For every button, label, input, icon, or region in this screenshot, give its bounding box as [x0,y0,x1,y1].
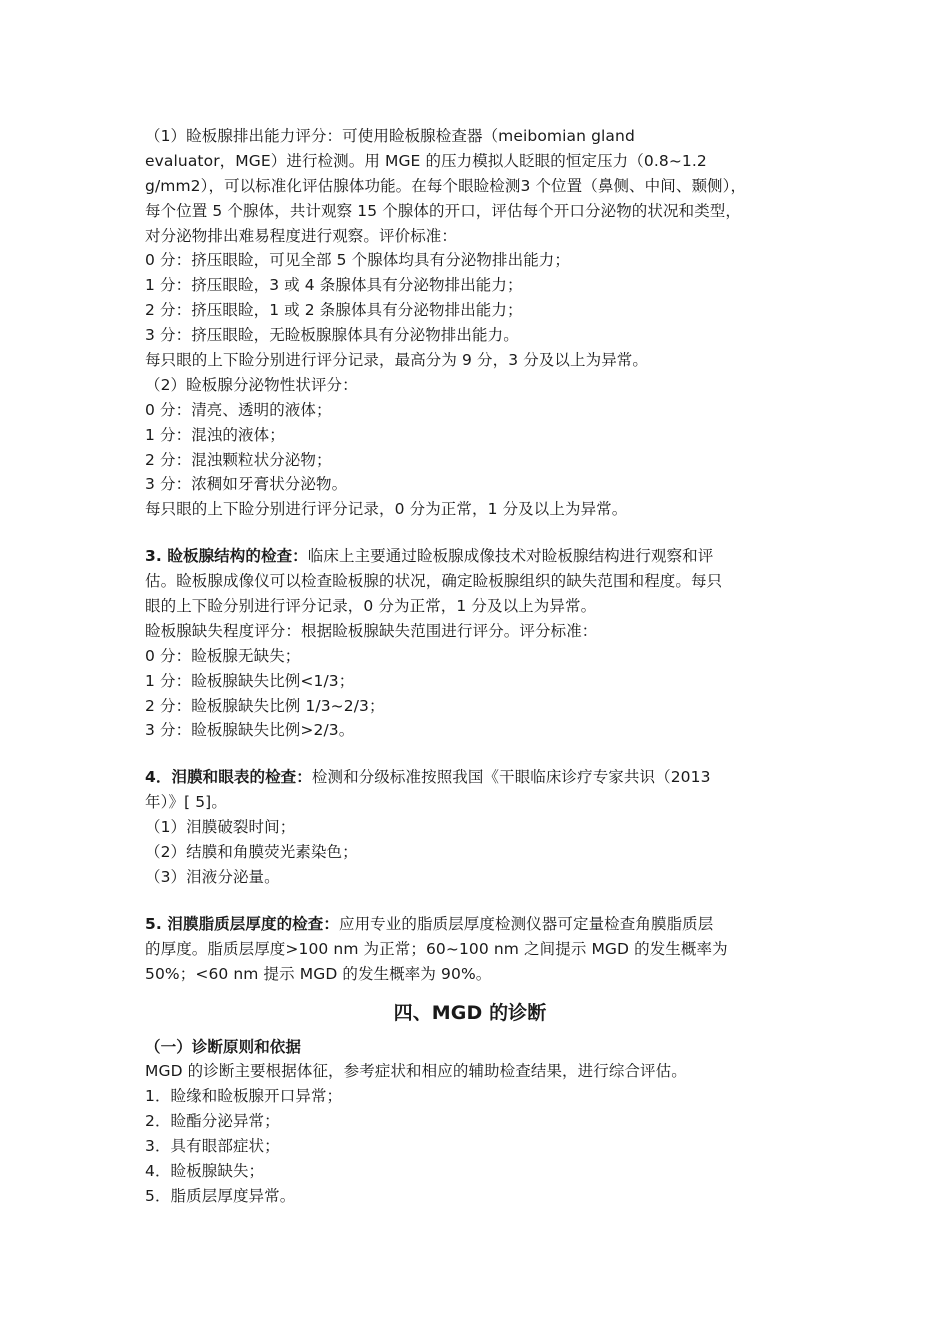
text-line: 0 分：挤压眼睑，可见全部 5 个腺体均具有分泌物排出能力； [145,251,571,270]
list-item: 5．脂质层厚度异常。 [145,1186,296,1205]
list-item: 1．睑缘和睑板腺开口异常； [145,1087,343,1106]
text-line: 2 分：混浊颗粒状分泌物； [145,450,332,469]
list-item: 2．睑酯分泌异常； [145,1112,280,1131]
text-line: 的厚度。脂质层厚度>100 nm 为正常；60~100 nm 之间提示 MGD 的发生概率为 [145,939,728,958]
section-5-lipid-layer-thickness [145,912,815,987]
text-line: 2 分：挤压眼睑，1 或 2 条腺体具有分泌物排出能力； [145,301,523,320]
text-line: 1 分：挤压眼睑，3 或 4 条腺体具有分泌物排出能力； [145,276,523,295]
list-item: 4．睑板腺缺失； [145,1161,265,1180]
text-line: 3 分：浓稠如牙膏状分泌物。 [145,475,348,494]
document-page [145,124,815,1209]
text-line [145,544,815,569]
diagnosis-criteria [145,1059,815,1208]
text-line: 3 分：挤压眼睑，无睑板腺腺体具有分泌物排出能力。 [145,326,519,345]
paragraph-gap [145,890,815,912]
text-line: 每只眼的上下睑分别进行评分记录，最高分为 9 分，3 分及以上为异常。 [145,351,649,370]
subsection-title: （一）诊断原则和依据 [145,1037,302,1056]
text-line: （1）泪膜破裂时间； [145,818,296,837]
paragraph-gap [145,522,815,544]
text-line: 50%；<60 nm 提示 MGD 的发生概率为 90%。 [145,964,492,983]
text-line: 3 分：睑板腺缺失比例>2/3。 [145,721,355,740]
text-line: 年）》[ 5]。 [145,793,227,812]
chapter-title: 四、MGD 的诊断 [393,1001,547,1024]
text-line: 2 分：睑板腺缺失比例 1/3~2/3； [145,696,385,715]
section-heading: 3. 睑板腺结构的检查： [145,547,308,566]
text-line: （2）结膜和角膜荧光素染色； [145,843,358,862]
text-line [145,912,815,937]
text-line: （1）睑板腺排出能力评分：可使用睑板腺检查器（meibomian gland [145,127,635,145]
section-4-tear-film-ocular-surface [145,765,815,889]
text-line: （2）睑板腺分泌物性状评分： [145,375,358,394]
text-line: 每只眼的上下睑分别进行评分记录，0 分为正常，1 分及以上为异常。 [145,500,628,519]
section-1-gland-expression-score [145,124,815,522]
text-line: 1 分：混浊的液体； [145,425,285,444]
text-line: 对分泌物排出难易程度进行观察。评价标准： [145,226,458,245]
text-line: evaluator，MGE）进行检测。用 MGE 的压力模拟人眨眼的恒定压力（0.8~1.2 [145,151,707,170]
section-text: 应用专业的脂质层厚度检测仪器可定量检查角膜脂质层 [338,914,714,933]
section-heading: 4．泪膜和眼表的检查： [145,768,312,787]
text-line: 睑板腺缺失程度评分：根据睑板腺缺失范围进行评分。评分标准： [145,621,598,640]
text-line: g/mm2），可以标准化评估腺体功能。在每个眼睑检测3 个位置（鼻侧、中间、颞侧）， [145,176,747,195]
text-line: 估。睑板腺成像仪可以检查睑板腺的状况，确定睑板腺组织的缺失范围和程度。每只 [145,572,723,591]
section-3-gland-structure [145,544,815,743]
paragraph-gap [145,743,815,765]
text-line: 眼的上下睑分别进行评分记录，0 分为正常，1 分及以上为异常。 [145,597,597,616]
section-text: 临床上主要通过睑板腺成像技术对睑板腺结构进行观察和评 [307,547,714,566]
text-line: （3）泪液分泌量。 [145,867,280,886]
text-line: 每个位置 5 个腺体，共计观察 15 个腺体的开口，评估每个开口分泌物的状况和类型， [145,201,741,220]
section-text: 检测和分级标准按照我国《干眼临床诊疗专家共识（2013 [311,768,711,787]
text-line: MGD 的诊断主要根据体征，参考症状和相应的辅助检查结果，进行综合评估。 [145,1062,687,1081]
section-heading: 5. 泪膜脂质层厚度的检查： [145,914,339,933]
text-line: 0 分：睑板腺无缺失； [145,646,301,665]
text-line [145,765,815,790]
text-line: 1 分：睑板腺缺失比例<1/3； [145,671,355,690]
list-item: 3．具有眼部症状； [145,1137,280,1156]
text-line: 0 分：清亮、透明的液体； [145,400,332,419]
